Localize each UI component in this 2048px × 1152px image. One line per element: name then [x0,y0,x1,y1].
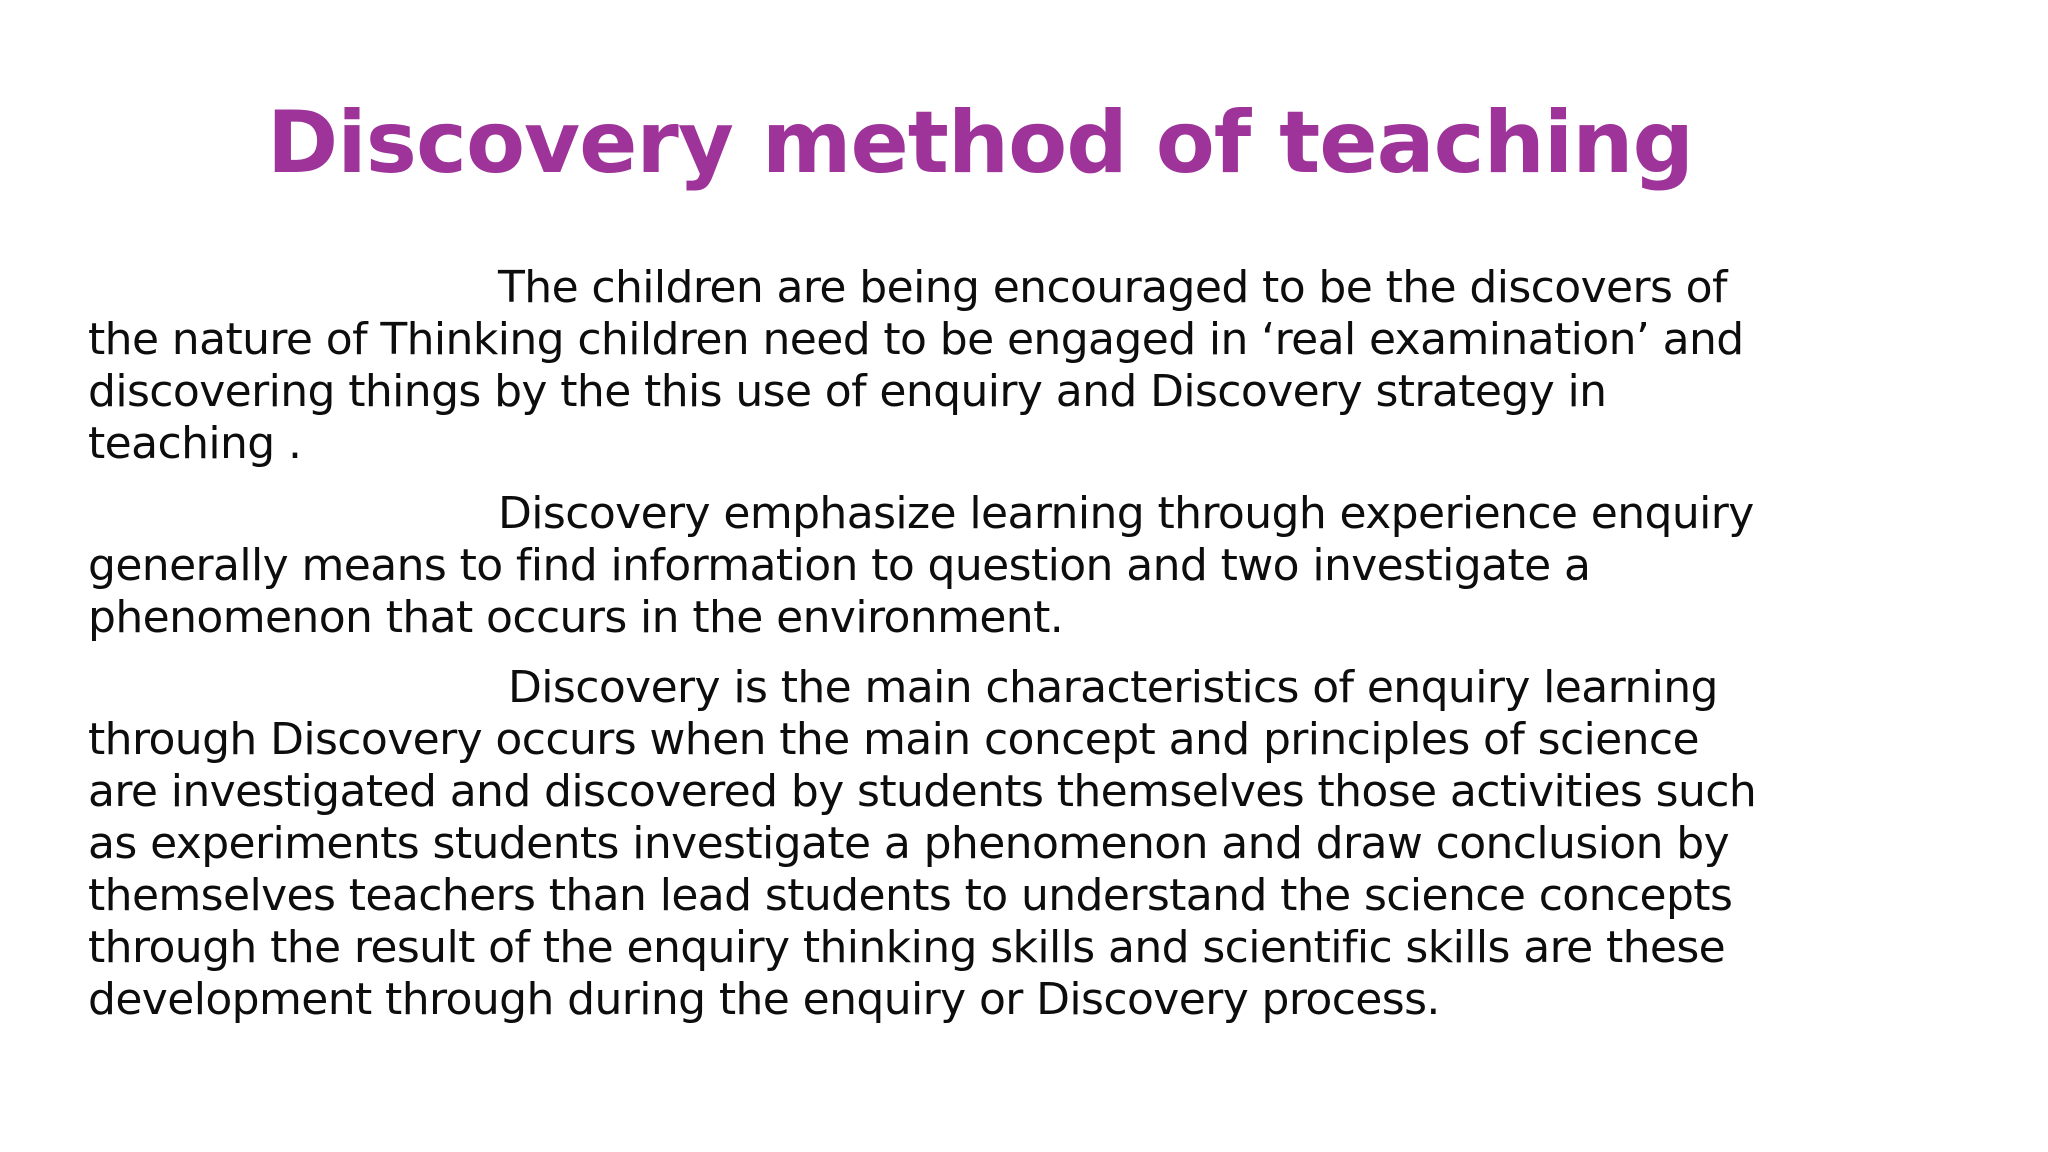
paragraph-3-line-2: through Discovery occurs when the main concept and principles of science [88,714,1699,765]
paragraph-3-line-7: development through during the enquiry or Discovery process. [88,974,1440,1025]
paragraph-1-line-2: the nature of Thinking children need to be engaged in ‘real examination’ and [88,314,1744,365]
slide-body [88,262,1848,1044]
paragraph-2-line-3: phenomenon that occurs in the environment. [88,592,1064,643]
paragraph-3-line-5: themselves teachers than lead students to understand the science concepts [88,870,1733,921]
paragraph-1 [88,262,1848,470]
paragraph-2-line-2: generally means to find information to question and two investigate a [88,540,1591,591]
paragraph-3-line-4: as experiments students investigate a phenomenon and draw conclusion by [88,818,1730,869]
paragraph-3-line-1: Discovery is the main characteristics of enquiry learning [508,662,1718,713]
slide-title: Discovery method of teaching [266,93,1694,193]
paragraph-1-line-1: The children are being encouraged to be the discovers of [498,262,1727,313]
paragraph-1-line-4: teaching . [88,418,302,469]
paragraph-2 [88,488,1848,644]
paragraph-3-line-6: through the result of the enquiry thinking skills and scientific skills are these [88,922,1726,973]
paragraph-1-line-3: discovering things by the this use of enquiry and Discovery strategy in [88,366,1607,417]
paragraph-3 [88,662,1848,1026]
paragraph-2-line-1: Discovery emphasize learning through experience enquiry [498,488,1754,539]
paragraph-3-line-3: are investigated and discovered by students themselves those activities such [88,766,1757,817]
